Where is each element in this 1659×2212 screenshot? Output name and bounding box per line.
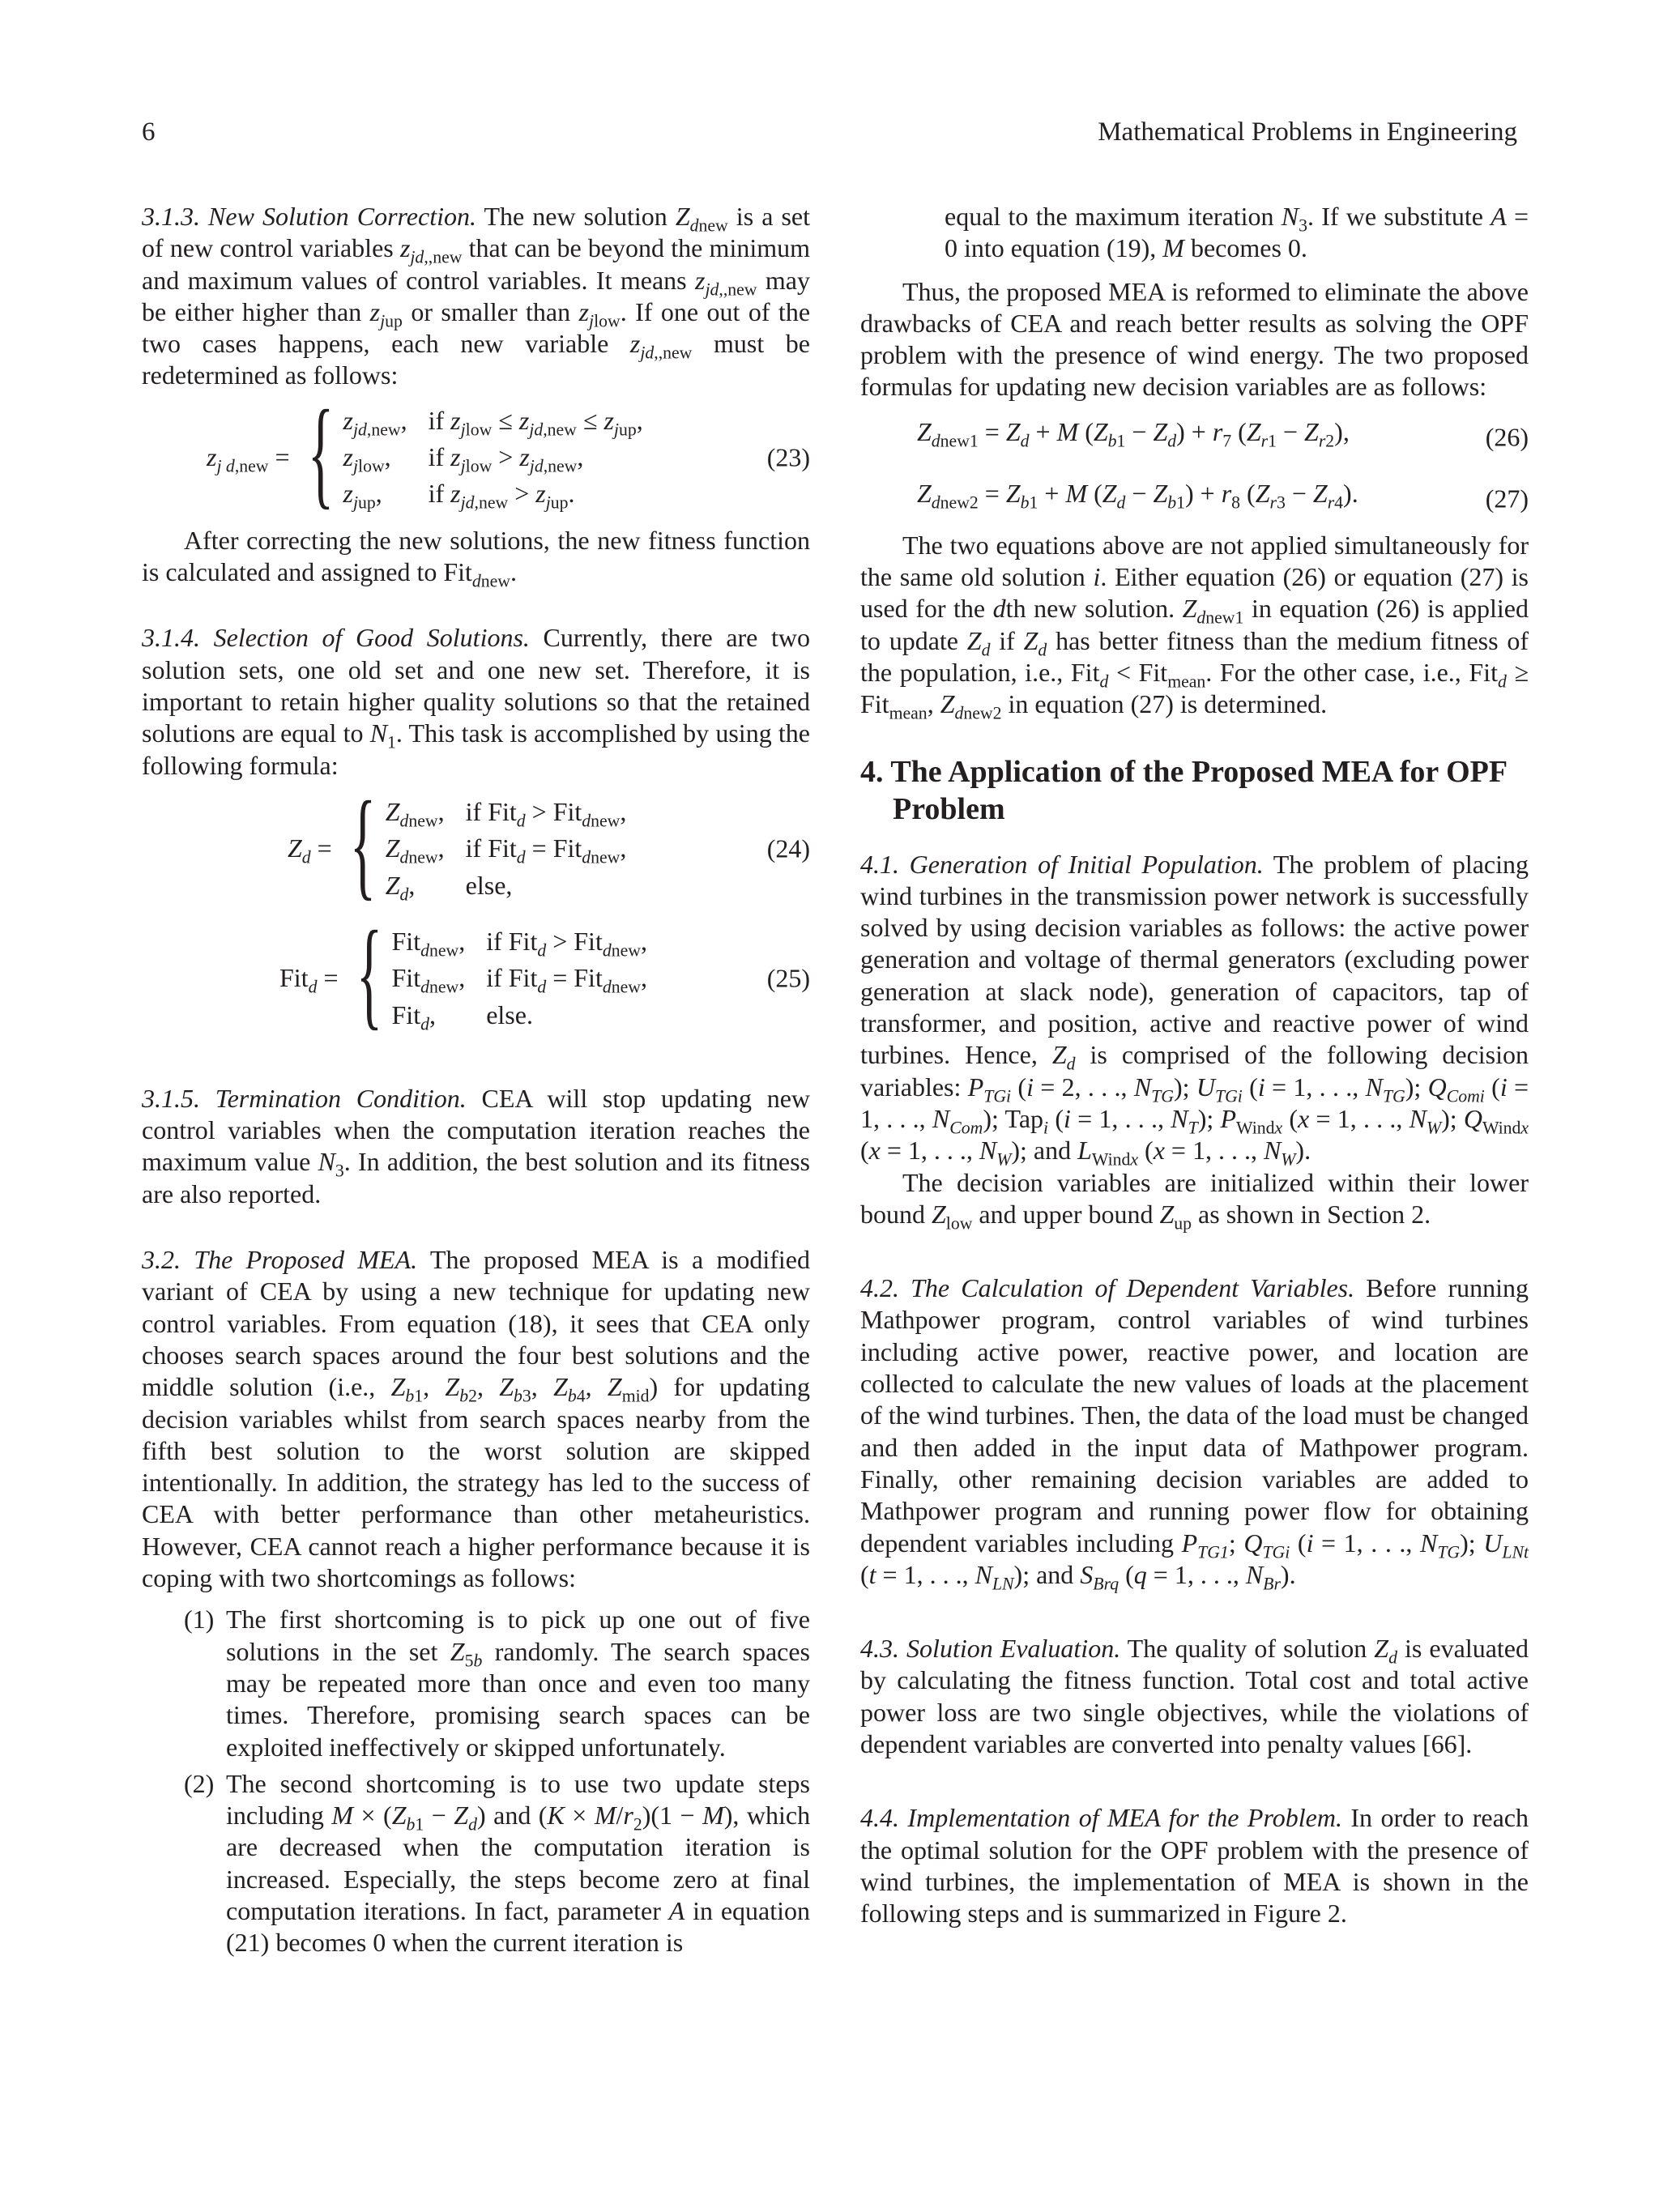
paragraph: equal to the maximum iteration $N_3$. If we substitute A = 0 into equation (19), M becomes 0.	[945, 202, 1529, 263]
equation-25: Fit$_d$ = { Fit$_{dnew}$, if Fit$_d$ > Fit$_{dnew}$, Fit$_{dnew}$, if Fit$_d$ = Fit$_{dnew}$, Fit$_d$, else. (25)	[279, 906, 810, 1041]
paragraph: 3.1.5. Termination Condition. CEA will stop updating new control variables when the computation iteration reaches the maximum value $N_3$. In addition, the best solution and its fitness are also reported.	[142, 1083, 811, 1208]
paragraph: After correcting the new solutions, the new fitness function is calculated and assigned to Fit$_{dnew}$.	[142, 525, 810, 591]
subsection-title: 3.1.5. Termination Condition.	[142, 1083, 467, 1113]
left-column	[142, 201, 810, 1964]
equation-27: $Z_{dnew2} = Z_{b1} + M$ $(Z_d - Z_{b1}) + r_8$ $(Z_{r3} - Z_{r4})$. (27)	[860, 478, 1529, 520]
paragraph: 3.1.4. Selection of Good Solutions. Currently, there are two solution sets, one old set and one new set. Therefore, it is important to retain higher quality solutions so that the retained solutions are equal to $N_1$. This task is accomplished by using the following formula:	[142, 623, 811, 780]
list-item: (1) The first shortcoming is to pick up one out of five solutions in the set $Z_{5b}$ randomly. The search spaces may be repeated more than once and even too many times. Therefore, promising search spaces can be exploited ineffectively or skipped unfortunately.	[184, 1605, 810, 1762]
paragraph: 4.3. Solution Evaluation. The quality of solution $Z_d$ is evaluated by calculating the fitness function. Total cost and total active power loss are two single objectives, while the violations of dependent variables are converted into penalty values [66].	[860, 1634, 1529, 1758]
equation-number: (25)	[766, 963, 810, 993]
subsection-title: 4.4. Implementation of MEA for the Problem.	[860, 1803, 1342, 1833]
section-heading: 4. The Application of the Proposed MEA for OPF Problem	[860, 754, 1507, 826]
paragraph: 4.2. The Calculation of Dependent Variables. Before running Mathpower program, control variables of wind turbines including active power, reactive power, and location are collected to calculate the new values of loads at the placement of the wind turbines. Then, the data of the load must be changed and then added in the input data of Mathpower program. Finally, other remaining decision variables are added to Mathpower program and running power flow for obtaining dependent variables including $P_{TG1}$; $Q_{TGi}$ (i = 1, . . ., $N_{TG}$); $U_{LNt}$ (t = 1, . . ., $N_{LN}$); and $S_{Brq}$ (q = 1, . . ., $N_{Br}$).	[860, 1273, 1529, 1594]
subsection-title: 4.1. Generation of Initial Population.	[860, 849, 1264, 879]
right-column	[860, 201, 1529, 1929]
subsection-title: 4.3. Solution Evaluation.	[860, 1634, 1121, 1664]
paragraph: 3.1.3. New Solution Correction. The new solution $Z_{dnew}$ is a set of new control variables $z_{jd,,new}$ that can be beyond the minimum and maximum values of control variables. It means $z_{jd,,new}$ may be either higher than $z_{jup}$ or smaller than $z_{jlow}$. If one out of the two cases happens, each new variable $z_{jd,,new}$ must be redetermined as follows:	[142, 202, 811, 390]
equation-number: (24)	[766, 833, 810, 863]
equation-24: $Z_d$ = { $Z_{dnew}$, if Fit$_d$ > Fit$_{dnew}$, $Z_{dnew}$, if Fit$_d$ = Fit$_{dnew}$, $Z_d$, else, (24)	[288, 776, 810, 911]
paragraph: The two equations above are not applied simultaneously for the same old solution i. Either equation (26) or equation (27) is used for the dth new solution. $Z_{dnew1}$ in equation (26) is applied to update $Z_d$ if $Z_d$ has better fitness than the medium fitness of the population, i.e., Fit$_d$ < Fit$_{mean}$. For the other case, i.e., Fit$_d$ ≥ Fit$_{mean}$, $Z_{dnew2}$ in equation (27) is determined.	[860, 530, 1529, 723]
equation-23: $z_{j d,new}$ = { $z_{jd,new}$, if $z_{jlow} \le z_{jd,new} \le z_{jup}$, $z_{jlow}$, if $z_{jlow} > z_{jd,new}$, $z_{jup}$, if $z_{jd,new} > z_{jup}$. (23)	[207, 385, 810, 520]
paragraph: The decision variables are initialized within their lower bound $Z_{low}$ and upper bound $Z_{up}$ as shown in Section 2.	[860, 1167, 1529, 1234]
subsection-title: 4.2. The Calculation of Dependent Variables.	[860, 1273, 1355, 1303]
subsection-title: 3.2. The Proposed MEA.	[142, 1245, 418, 1275]
equation-number: (27)	[1485, 484, 1529, 514]
equation-26: $Z_{dnew1} = Z_d + M$ $(Z_{b1} - Z_d) + r_7$ $(Z_{r1} - Z_{r2})$, (26)	[860, 416, 1529, 458]
subsection-title: 3.1.4. Selection of Good Solutions.	[142, 623, 530, 653]
equation-number: (23)	[766, 442, 810, 472]
equation-number: (26)	[1485, 422, 1529, 452]
paragraph: 3.2. The Proposed MEA. The proposed MEA is a modified variant of CEA by using a new technique for updating new control variables. From equation (18), it sees that CEA only chooses search spaces around the four best solutions and the middle solution (i.e., $Z_{b1}$, $Z_{b2}$, $Z_{b3}$, $Z_{b4}$, $Z_{mid}$) for updating decision variables whilst from search spaces nearby from the fifth best solution to the worst solution are skipped intentionally. In addition, the strategy has led to the success of CEA with better performance than other metaheuristics. However, CEA cannot reach a higher performance because it is coping with two shortcomings as follows:	[142, 1245, 811, 1593]
subsection-title: 3.1.3. New Solution Correction.	[142, 202, 476, 231]
page-number: 6	[142, 117, 156, 147]
paragraph: 4.4. Implementation of MEA for the Problem. In order to reach the optimal solution for the OPF problem with the presence of wind turbines, the implementation of MEA is shown in the following steps and is summarized in Figure 2.	[860, 1803, 1529, 1929]
paragraph: Thus, the proposed MEA is reformed to eliminate the above drawbacks of CEA and reach better results as solving the OPF problem with the presence of wind energy. The two proposed formulas for updating new decision variables are as follows:	[860, 276, 1529, 402]
journal-title: Mathematical Problems in Engineering	[1098, 117, 1517, 147]
shortcomings-list	[142, 1604, 810, 1958]
paragraph: 4.1. Generation of Initial Population. The problem of placing wind turbines in the transmission power network is successfully solved by using decision variables as follows: the active power generation and voltage of thermal generators (excluding power generation at slack node), generation of capacitors, tap of transformer, and position, active and reactive power of wind turbines. Hence, $Z_d$ is comprised of the following decision variables: $P_{TGi}$ (i = 2, . . ., $N_{TG}$); $U_{TGi}$ (i = 1, . . ., $N_{TG}$); $Q_{Comi}$ (i = 1, . . ., $N_{Com}$); Tap$_i$ (i = 1, . . ., $N_T$); $P_{Windx}$ (x = 1, . . ., $N_W$); $Q_{Windx}$ (x = 1, . . ., $N_W$); and $L_{Windx}$ (x = 1, . . ., $N_W$).	[860, 849, 1529, 1170]
list-item: (2) The second shortcoming is to use two update steps including $M \times (Z_{b1} - Z_d)$ and $(K \times M/r_2)(1 - M)$, which are decreased when the computation iteration is increased. Especially, the steps become zero at final computation iterations. In fact, parameter A in equation (21) becomes 0 when the current iteration is	[184, 1768, 811, 1958]
